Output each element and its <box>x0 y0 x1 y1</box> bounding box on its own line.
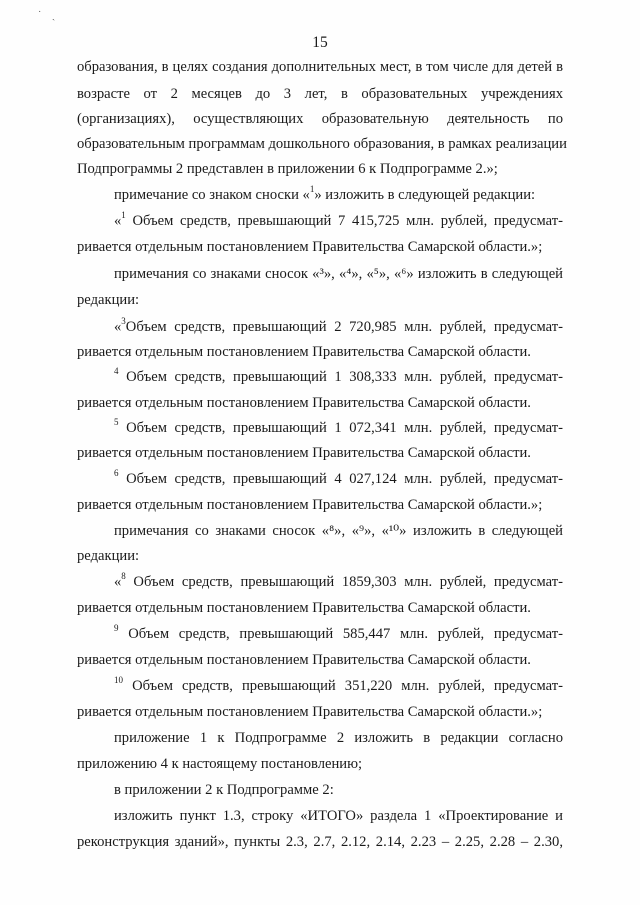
footnote-mark: 5 <box>114 417 119 428</box>
text-line: образовательным программам дошкольного образования, в рамках реализации <box>77 136 567 152</box>
text-line: ривается отдельным постановлением Правительства Самарской области. <box>77 600 531 616</box>
text-line: ривается отдельным постановлением Правительства Самарской области. <box>77 344 531 360</box>
scan-specks: ˙ ˏ <box>38 10 60 21</box>
text-line: Подпрограммы 2 представлен в приложении 6 к Подпрограмме 2.»; <box>77 161 498 177</box>
text-line: реконструкция зданий», пункты 2.3, 2.7, 2.12, 2.14, 2.23 – 2.25, 2.28 – 2.30, <box>77 834 563 850</box>
footnote-mark: 4 <box>114 366 119 377</box>
text-line: ривается отдельным постановлением Правительства Самарской области.»; <box>77 704 543 720</box>
text-line: редакции: <box>77 292 140 308</box>
text-line: в приложении 2 к Подпрограмме 2: <box>114 782 334 798</box>
text-line: $^4$ Объем средств, превышающий 1 308,333 млн. рублей, предусмат- <box>114 366 563 385</box>
text-line: редакции: <box>77 548 140 564</box>
text-line: ривается отдельным постановлением Правительства Самарской области.»; <box>77 239 543 255</box>
text-line: «$^8$ Объем средств, превышающий 1859,303 млн. рублей, предусмат- <box>114 571 563 590</box>
footnote-mark: 8 <box>121 571 126 582</box>
text-line: приложение 1 к Подпрограмме 2 изложить в редакции согласно <box>114 730 563 746</box>
text-line: (организациях), осуществляющих образовательную деятельность по <box>77 111 563 127</box>
text-line: $^6$ Объем средств, превышающий 4 027,124 млн. рублей, предусмат- <box>114 468 563 487</box>
text-line: $^9$ Объем средств, превышающий 585,447 млн. рублей, предусмат- <box>114 623 563 642</box>
text-line: ривается отдельным постановлением Правительства Самарской области. <box>77 395 531 411</box>
footnote-mark: 9 <box>114 623 119 634</box>
text-line: ривается отдельным постановлением Правительства Самарской области.»; <box>77 497 543 513</box>
footnote-mark: 1 <box>309 184 315 195</box>
page-number: 15 <box>312 34 328 51</box>
text-line: изложить пункт 1.3, строку «ИТОГО» раздела 1 «Проектирование и <box>114 808 563 824</box>
text-line: примечания со знаками сносок «³», «⁴», «⁵», «⁶» изложить в следующей <box>114 266 563 282</box>
text-line: возрасте от 2 месяцев до 3 лет, в образовательных учреждениях <box>77 86 563 102</box>
text-line: «$^3$Объем средств, превышающий 2 720,985 млн. рублей, предусмат- <box>114 316 563 335</box>
text-line: примечание со знаком сноски «$^1$» изложить в следующей редакции: <box>114 184 536 203</box>
text-line: приложению 4 к настоящему постановлению; <box>77 756 363 772</box>
text-line: ривается отдельным постановлением Правительства Самарской области. <box>77 445 531 461</box>
text-line: $^{10}$ Объем средств, превышающий 351,220 млн. рублей, предусмат- <box>114 675 563 694</box>
footnote-mark: 10 <box>114 675 123 686</box>
text-line: ривается отдельным постановлением Правительства Самарской области. <box>77 652 531 668</box>
text-line: «$^1$ Объем средств, превышающий 7 415,725 млн. рублей, предусмат- <box>114 210 563 229</box>
footnote-mark: 1 <box>121 210 126 221</box>
footnote-mark: 6 <box>114 468 119 479</box>
footnote-mark: 3 <box>121 316 126 327</box>
text-line: образования, в целях создания дополнительных мест, в том числе для детей в <box>77 59 563 75</box>
text-line: примечания со знаками сносок «⁸», «⁹», «¹⁰» изложить в следующей <box>114 523 563 539</box>
text-line: $^5$ Объем средств, превышающий 1 072,341 млн. рублей, предусмат- <box>114 417 563 436</box>
